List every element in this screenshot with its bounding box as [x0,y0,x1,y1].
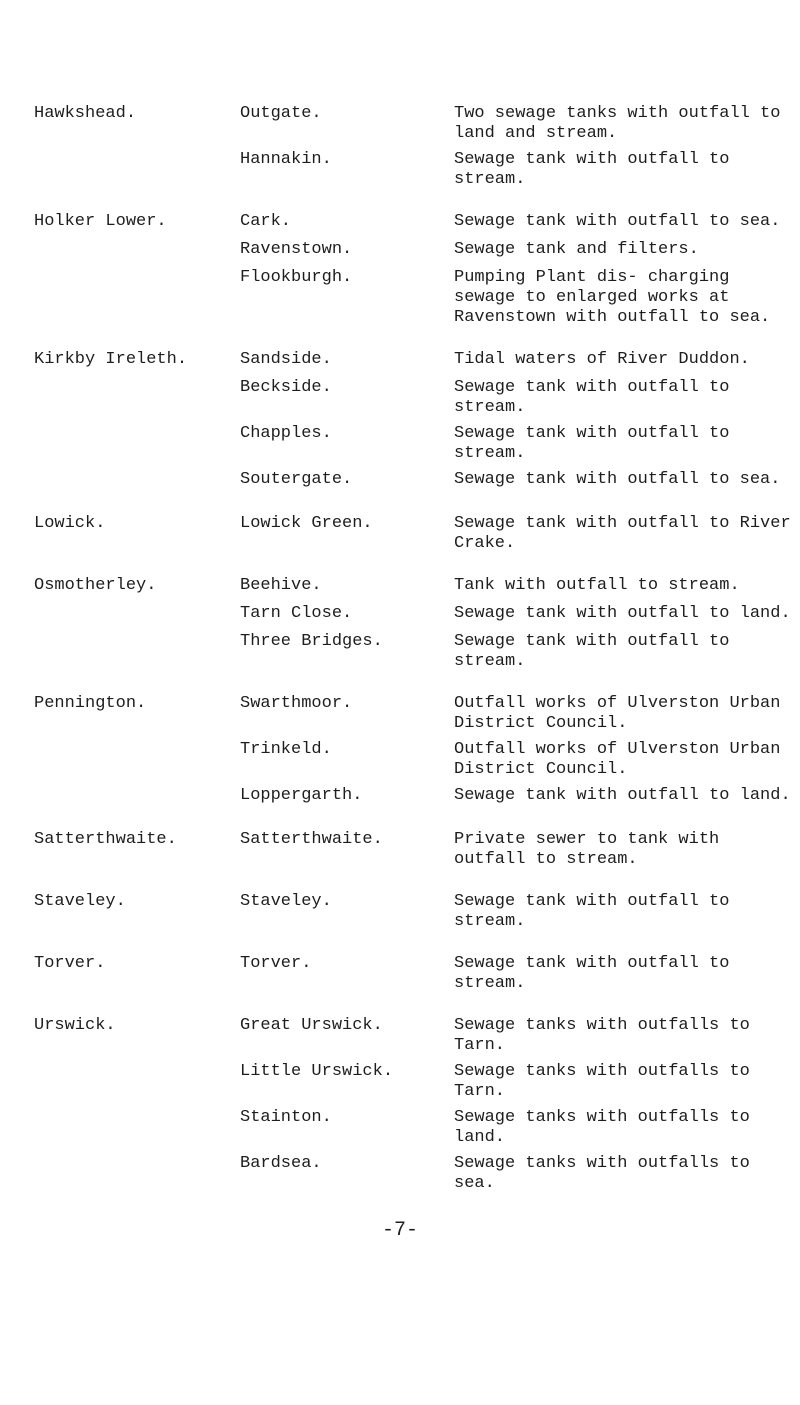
parish-name: Holker Lower. [34,212,167,231]
parish-name: Hawkshead. [34,104,137,123]
sewage-description: Private sewer to tank with outfall to stream. [454,830,720,869]
sewage-description: Sewage tanks with outfalls to Tarn. [454,1016,750,1055]
sewage-description: Sewage tank with outfall to sea. [454,212,781,231]
place-name: Cark. [240,212,292,231]
place-name: Ravenstown. [240,240,353,259]
place-name: Torver. [240,954,312,973]
place-name: Tarn Close. [240,604,353,623]
sewage-description: Sewage tank with outfall to land. [454,604,791,623]
sewage-description: Tidal waters of River Duddon. [454,350,750,369]
sewage-description: Sewage tank with outfall to stream. [454,150,730,189]
place-name: Three Bridges. [240,632,383,651]
place-name: Swarthmoor. [240,694,353,713]
parish-name: Kirkby Ireleth. [34,350,188,369]
place-name: Stainton. [240,1108,332,1127]
sewage-description: Sewage tank with outfall to sea. [454,470,781,489]
place-name: Bardsea. [240,1154,322,1173]
sewage-description: Sewage tank with outfall to stream. [454,954,730,993]
place-name: Trinkeld. [240,740,332,759]
place-name: Hannakin. [240,150,332,169]
place-name: Chapples. [240,424,332,443]
parish-name: Torver. [34,954,106,973]
place-name: Flookburgh. [240,268,353,287]
place-name: Lowick Green. [240,514,373,533]
place-name: Outgate. [240,104,322,123]
place-name: Beehive. [240,576,322,595]
place-name: Sandside. [240,350,332,369]
sewage-description: Pumping Plant dis- charging sewage to enlarged works at Ravenstown with outfall to sea. [454,268,771,327]
parish-name: Osmotherley. [34,576,157,595]
sewage-description: Sewage tank with outfall to stream. [454,892,730,931]
sewage-description: Sewage tanks with outfalls to land. [454,1108,750,1147]
sewage-description: Sewage tanks with outfalls to sea. [454,1154,750,1193]
sewage-description: Two sewage tanks with outfall to land and stream. [454,104,781,143]
sewage-description: Sewage tank with outfall to stream. [454,424,730,463]
parish-name: Satterthwaite. [34,830,177,849]
sewage-description: Sewage tank with outfall to stream. [454,632,730,671]
parish-name: Staveley. [34,892,126,911]
place-name: Great Urswick. [240,1016,383,1035]
parish-name: Lowick. [34,514,106,533]
sewage-description: Sewage tank and filters. [454,240,699,259]
sewage-description: Tank with outfall to stream. [454,576,740,595]
parish-name: Urswick. [34,1016,116,1035]
place-name: Staveley. [240,892,332,911]
sewage-description: Outfall works of Ulverston Urban District Council. [454,740,781,779]
sewage-description: Sewage tank with outfall to stream. [454,378,730,417]
sewage-description: Outfall works of Ulverston Urban District Council. [454,694,781,733]
parish-name: Pennington. [34,694,147,713]
sewage-description: Sewage tank with outfall to River Crake. [454,514,791,553]
sewage-description: Sewage tanks with outfalls to Tarn. [454,1062,750,1101]
place-name: Soutergate. [240,470,353,489]
page-number: -7- [381,1219,418,1242]
place-name: Satterthwaite. [240,830,383,849]
place-name: Beckside. [240,378,332,397]
sewage-description: Sewage tank with outfall to land. [454,786,791,805]
place-name: Little Urswick. [240,1062,394,1081]
place-name: Loppergarth. [240,786,363,805]
